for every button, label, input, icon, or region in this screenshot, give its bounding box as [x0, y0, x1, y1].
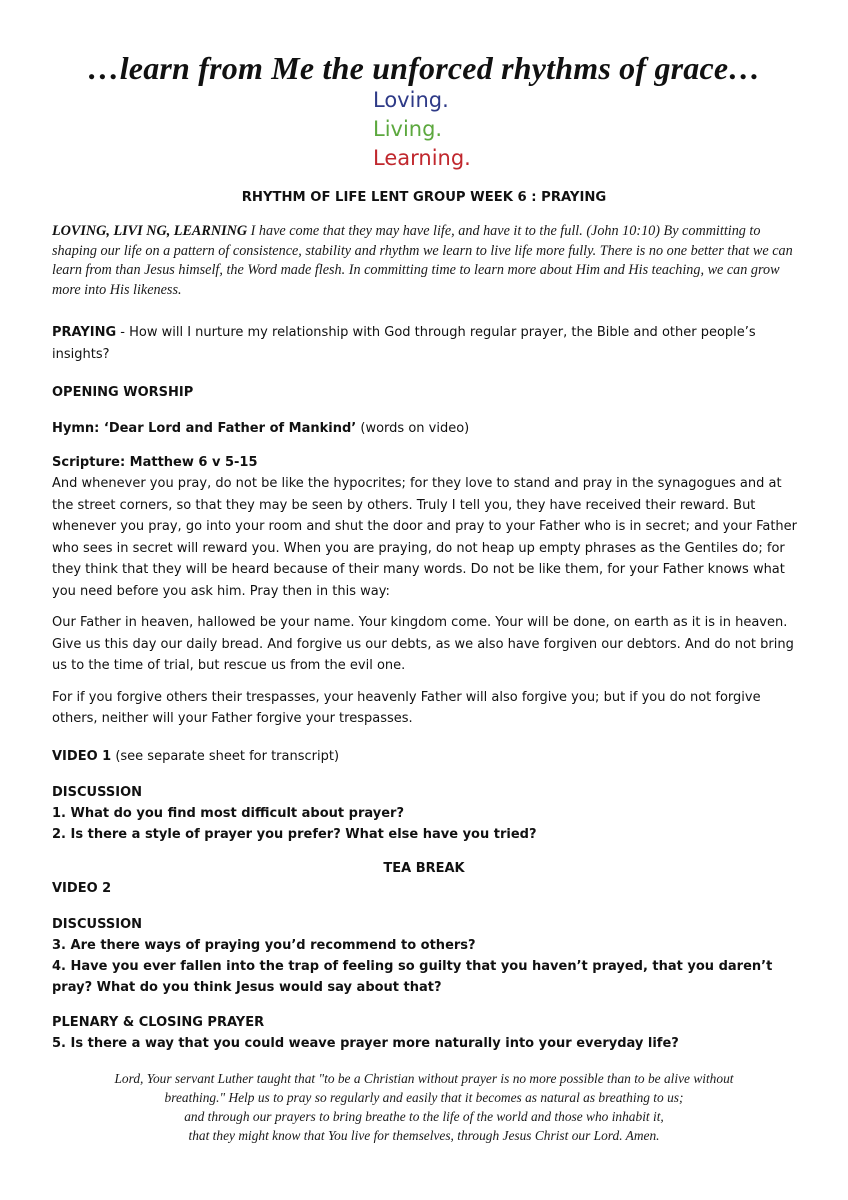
- tagline-heading: …learn from Me the unforced rhythms of grace…: [87, 50, 761, 86]
- scripture-paragraph-2: Our Father in heaven, hallowed be your name. Your kingdom come. Your will be done, on earth as it is in heaven. Give us this day our daily bread. And forgive us our debts, as we also have forgiven our debtors. And do not bring us to the time of trial, but rescue us from the evil one.: [52, 615, 794, 673]
- intro-text: I have come that they may have life, and have it to the full. (John 10:10) By committing to shaping our life on a pattern of consistence, stability and rhythm we learn to live life more fully. There is no one better that we can learn from than Jesus himself, the Word made flesh. In committing time to learn more about Him and His teaching, we can grow more into His likeness.: [52, 223, 793, 298]
- video2-heading: VIDEO 2: [52, 881, 112, 896]
- question-1: 1. What do you find most difficult about prayer?: [52, 806, 404, 821]
- loving-living-learning-logo: [373, 86, 471, 173]
- plenary-heading: PLENARY & CLOSING PRAYER: [52, 1015, 265, 1030]
- intro-lead: LOVING, LIVI NG, LEARNING: [52, 223, 248, 239]
- closing-prayer-line-4: that they might know that You live for themselves, through Jesus Christ our Lord. Amen.: [188, 1128, 660, 1143]
- intro-paragraph: [52, 222, 802, 300]
- question-4: 4. Have you ever fallen into the trap of feeling so guilty that you haven’t prayed, that you daren’t pray? What do you think Jesus would say about that?: [52, 959, 773, 995]
- hymn-note: (words on video): [356, 421, 470, 436]
- praying-section: [52, 322, 802, 365]
- discussion1-section: [52, 782, 802, 845]
- discussion1-heading: DISCUSSION: [52, 785, 142, 800]
- closing-prayer-line-1: Lord, Your servant Luther taught that "to be a Christian without prayer is no more possible than to be alive without: [114, 1071, 734, 1086]
- closing-prayer-line-2: breathing." Help us to pray so regularly and easily that it becomes as natural as breathing to us;: [164, 1090, 684, 1105]
- logo-loving: Loving.: [373, 88, 449, 112]
- logo-learning: Learning.: [373, 146, 471, 170]
- video1-note: (see separate sheet for transcript): [111, 749, 340, 764]
- logo-living: Living.: [373, 117, 443, 141]
- closing-prayer-line-3: and through our prayers to bring breathe to the life of the world and those who inhabit it,: [184, 1109, 664, 1124]
- question-5: 5. Is there a way that you could weave prayer more naturally into your everyday life?: [52, 1036, 679, 1051]
- question-3: 3. Are there ways of praying you’d recommend to others?: [52, 938, 476, 953]
- page-title: RHYTHM OF LIFE LENT GROUP WEEK 6 : PRAYING: [241, 190, 607, 205]
- scripture-paragraph-3: For if you forgive others their trespasses, your heavenly Father will also forgive you; but if you do not forgive others, neither will your Father forgive your trespasses.: [52, 689, 761, 726]
- discussion2-heading: DISCUSSION: [52, 917, 142, 932]
- plenary-section: [52, 1012, 802, 1054]
- praying-label: PRAYING: [52, 325, 117, 340]
- discussion2-section: [52, 914, 802, 998]
- scripture-section: [52, 452, 802, 730]
- tea-break-heading: TEA BREAK: [383, 861, 465, 876]
- praying-text: - How will I nurture my relationship with God through regular prayer, the Bible and other people’s insights?: [52, 325, 756, 362]
- hymn-label: Hymn: ‘Dear Lord and Father of Mankind’: [52, 421, 357, 436]
- question-2: 2. Is there a style of prayer you prefer? What else have you tried?: [52, 827, 537, 842]
- video1-label: VIDEO 1: [52, 749, 112, 764]
- scripture-heading: Scripture: Matthew 6 v 5-15: [52, 455, 258, 470]
- opening-worship-heading: OPENING WORSHIP: [52, 385, 194, 400]
- scripture-paragraph-1: And whenever you pray, do not be like the hypocrites; for they love to stand and pray in the synagogues and at the street corners, so that they may be seen by others. Truly I tell you, they have received their reward. But whenever you pray, go into your room and shut the door and pray to your Father who is in secret; and your Father who sees in secret will reward you. When you are praying, do not heap up empty phrases as the Gentiles do; for they think that they will be heard because of their many words. Do not be like them, for your Father knows what you need before you ask him. Pray then in this way:: [52, 476, 797, 599]
- hymn-line: [52, 418, 802, 440]
- video1-line: [52, 746, 802, 768]
- closing-prayer: [30, 1069, 818, 1145]
